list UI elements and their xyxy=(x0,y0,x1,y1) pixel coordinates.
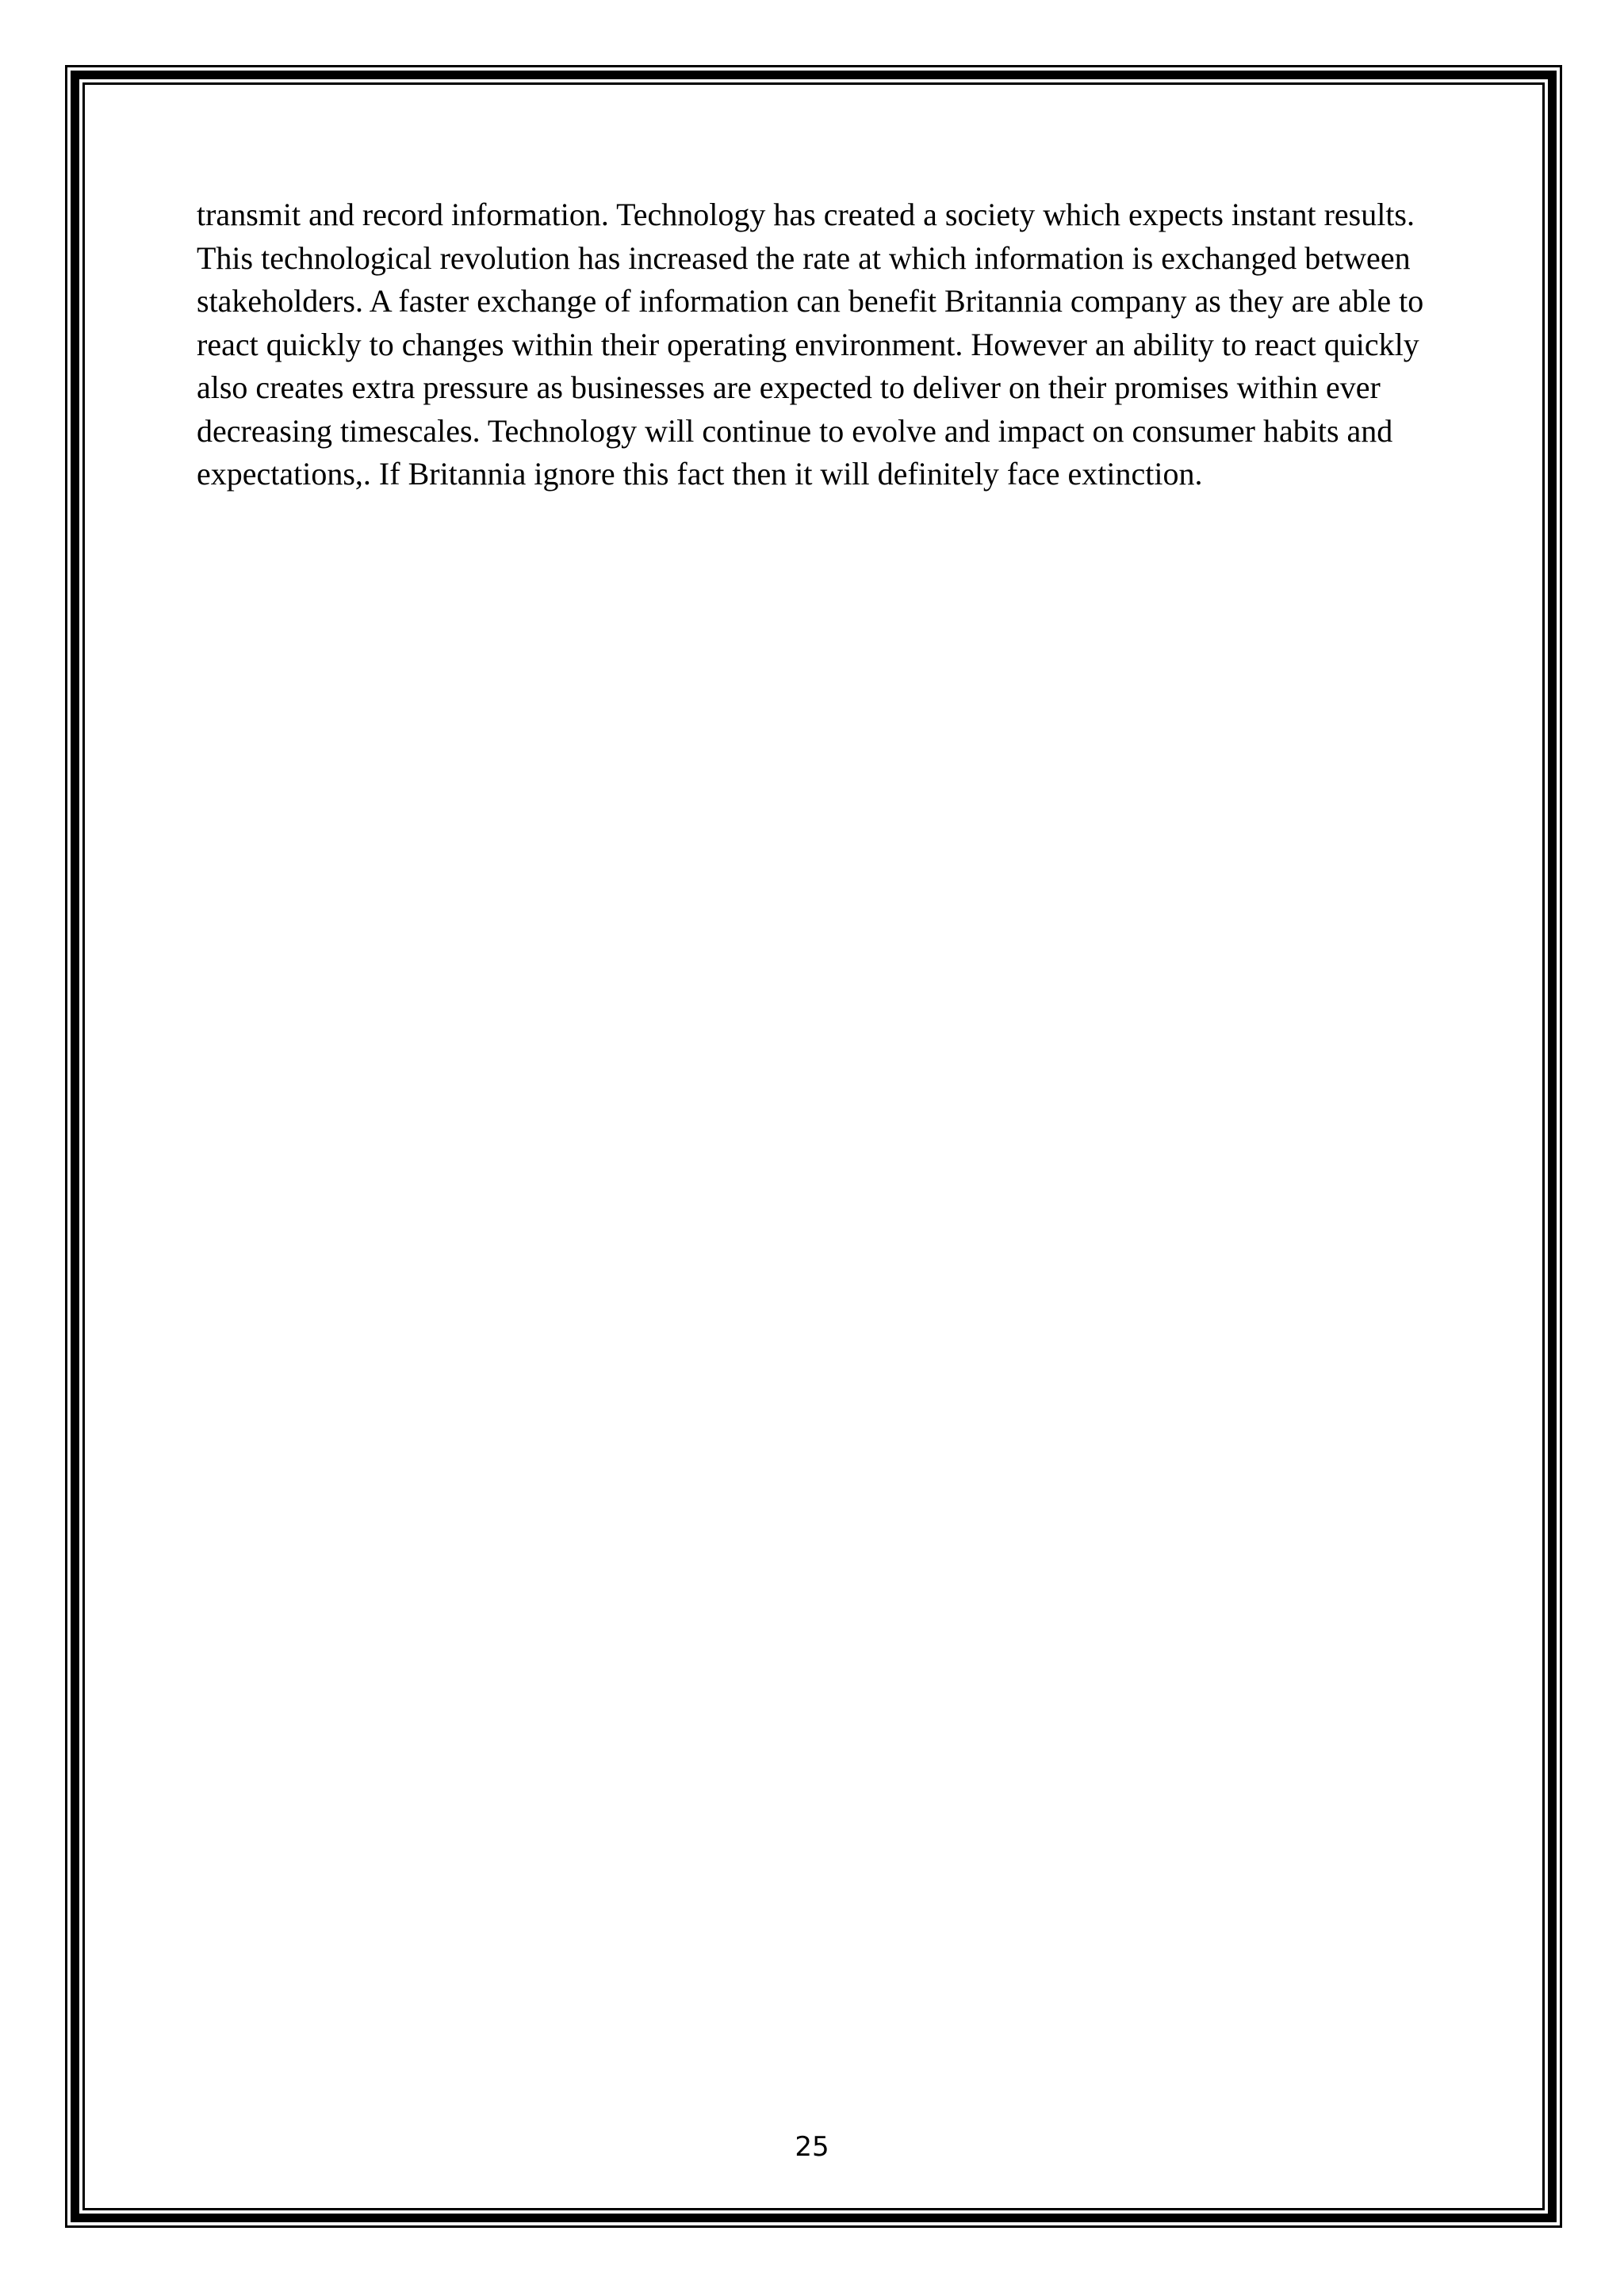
page-number: 25 xyxy=(795,2131,829,2163)
body-paragraph: transmit and record information. Technology has created a society which expects instant results. This technological revolution has increased the rate at which information is exchanged between stakeholders. A faster exchange of information can benefit Britannia company as they are able to react quickly to changes within their operating environment. However an ability to react quickly also creates extra pressure as businesses are expected to deliver on their promises within ever decreasing timescales. Technology will continue to evolve and impact on consumer habits and expectations,. If Britannia ignore this fact then it will definitely face extinction. xyxy=(197,197,1424,492)
